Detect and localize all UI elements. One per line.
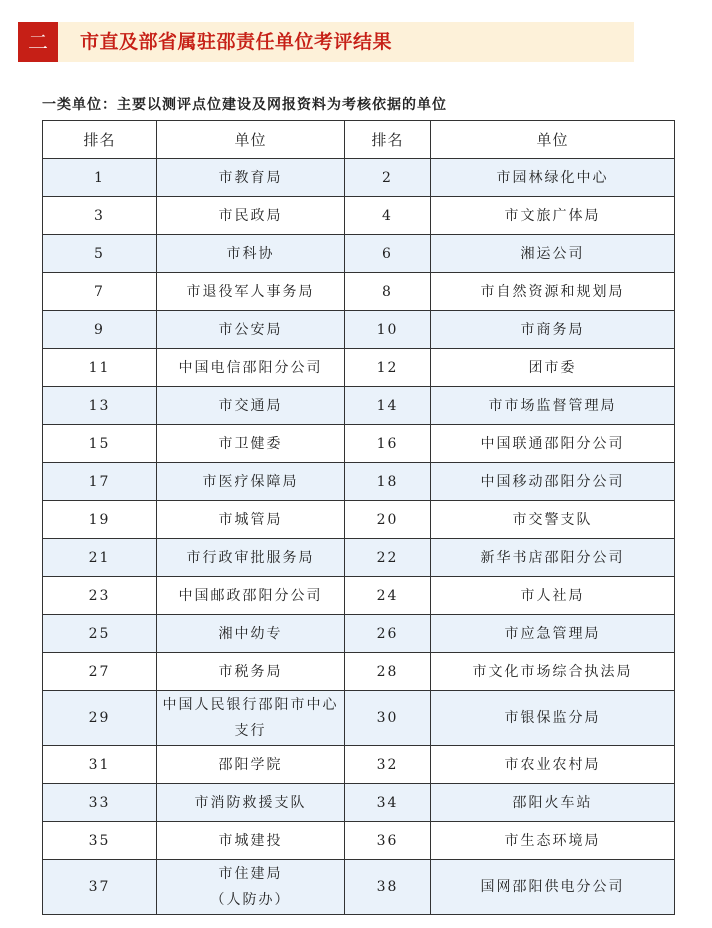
unit-cell: 市自然资源和规划局 [431, 273, 675, 311]
table-row [43, 273, 675, 311]
unit-cell: 市城建投 [157, 822, 345, 860]
rank-cell: 14 [345, 387, 431, 425]
rank-cell: 38 [345, 860, 431, 915]
rank-cell: 37 [43, 860, 157, 915]
unit-cell: 市银保监分局 [431, 691, 675, 746]
table-row [43, 501, 675, 539]
rank-cell: 21 [43, 539, 157, 577]
table-row [43, 577, 675, 615]
unit-cell: 新华书店邵阳分公司 [431, 539, 675, 577]
unit-cell: 市卫健委 [157, 425, 345, 463]
unit-cell: 中国移动邵阳分公司 [431, 463, 675, 501]
unit-cell: 市人社局 [431, 577, 675, 615]
unit-cell: 市消防救援支队 [157, 784, 345, 822]
unit-cell: 市应急管理局 [431, 615, 675, 653]
table-row [43, 311, 675, 349]
section-header [18, 22, 634, 62]
unit-cell: 市生态环境局 [431, 822, 675, 860]
header-rank-1: 排名 [43, 121, 157, 159]
table-row [43, 425, 675, 463]
unit-cell: 市民政局 [157, 197, 345, 235]
unit-cell: 中国电信邵阳分公司 [157, 349, 345, 387]
unit-cell: 市市场监督管理局 [431, 387, 675, 425]
rank-cell: 12 [345, 349, 431, 387]
rank-cell: 3 [43, 197, 157, 235]
unit-cell: 中国邮政邵阳分公司 [157, 577, 345, 615]
rank-cell: 18 [345, 463, 431, 501]
unit-cell: 邵阳学院 [157, 746, 345, 784]
results-table [42, 120, 675, 915]
unit-cell: 湘中幼专 [157, 615, 345, 653]
rank-cell: 31 [43, 746, 157, 784]
header-rank-2: 排名 [345, 121, 431, 159]
rank-cell: 22 [345, 539, 431, 577]
rank-cell: 26 [345, 615, 431, 653]
rank-cell: 13 [43, 387, 157, 425]
table-header-row [43, 121, 675, 159]
table-row [43, 387, 675, 425]
table-row [43, 539, 675, 577]
unit-cell: 邵阳火车站 [431, 784, 675, 822]
table-row [43, 197, 675, 235]
rank-cell: 28 [345, 653, 431, 691]
unit-cell: 市文化市场综合执法局 [431, 653, 675, 691]
unit-cell: 市商务局 [431, 311, 675, 349]
table-row [43, 653, 675, 691]
rank-cell: 24 [345, 577, 431, 615]
table-row [43, 235, 675, 273]
rank-cell: 23 [43, 577, 157, 615]
rank-cell: 27 [43, 653, 157, 691]
table-row [43, 746, 675, 784]
rank-cell: 15 [43, 425, 157, 463]
rank-cell: 32 [345, 746, 431, 784]
rank-cell: 19 [43, 501, 157, 539]
rank-cell: 36 [345, 822, 431, 860]
rank-cell: 4 [345, 197, 431, 235]
rank-cell: 25 [43, 615, 157, 653]
unit-cell: 团市委 [431, 349, 675, 387]
unit-cell: 市教育局 [157, 159, 345, 197]
rank-cell: 1 [43, 159, 157, 197]
unit-cell: 中国联通邵阳分公司 [431, 425, 675, 463]
unit-cell: 市文旅广体局 [431, 197, 675, 235]
unit-cell: 市住建局 （人防办） [157, 860, 345, 915]
rank-cell: 20 [345, 501, 431, 539]
unit-cell: 市公安局 [157, 311, 345, 349]
section-number-badge: 二 [18, 22, 58, 62]
table-row [43, 822, 675, 860]
rank-cell: 6 [345, 235, 431, 273]
unit-cell: 市科协 [157, 235, 345, 273]
unit-cell: 中国人民银行邵阳市中心支行 [157, 691, 345, 746]
rank-cell: 30 [345, 691, 431, 746]
unit-cell: 市退役军人事务局 [157, 273, 345, 311]
unit-cell: 市行政审批服务局 [157, 539, 345, 577]
rank-cell: 2 [345, 159, 431, 197]
table-row [43, 860, 675, 915]
unit-cell: 市城管局 [157, 501, 345, 539]
header-unit-2: 单位 [431, 121, 675, 159]
rank-cell: 9 [43, 311, 157, 349]
unit-cell: 市园林绿化中心 [431, 159, 675, 197]
rank-cell: 8 [345, 273, 431, 311]
table-row [43, 615, 675, 653]
unit-cell: 湘运公司 [431, 235, 675, 273]
unit-cell: 市交警支队 [431, 501, 675, 539]
table-row [43, 349, 675, 387]
rank-cell: 34 [345, 784, 431, 822]
unit-cell: 国网邵阳供电分公司 [431, 860, 675, 915]
unit-cell: 市医疗保障局 [157, 463, 345, 501]
rank-cell: 17 [43, 463, 157, 501]
rank-cell: 33 [43, 784, 157, 822]
rank-cell: 11 [43, 349, 157, 387]
section-title: 市直及部省属驻邵责任单位考评结果 [80, 31, 393, 53]
rank-cell: 10 [345, 311, 431, 349]
table-row [43, 691, 675, 746]
rank-cell: 16 [345, 425, 431, 463]
unit-cell: 市交通局 [157, 387, 345, 425]
rank-cell: 5 [43, 235, 157, 273]
table-row [43, 159, 675, 197]
unit-cell: 市税务局 [157, 653, 345, 691]
table-row [43, 784, 675, 822]
category-subtitle: 一类单位：主要以测评点位建设及网报资料为考核依据的单位 [42, 97, 447, 113]
rank-cell: 35 [43, 822, 157, 860]
table-row [43, 463, 675, 501]
rank-cell: 29 [43, 691, 157, 746]
header-unit-1: 单位 [157, 121, 345, 159]
unit-cell: 市农业农村局 [431, 746, 675, 784]
rank-cell: 7 [43, 273, 157, 311]
